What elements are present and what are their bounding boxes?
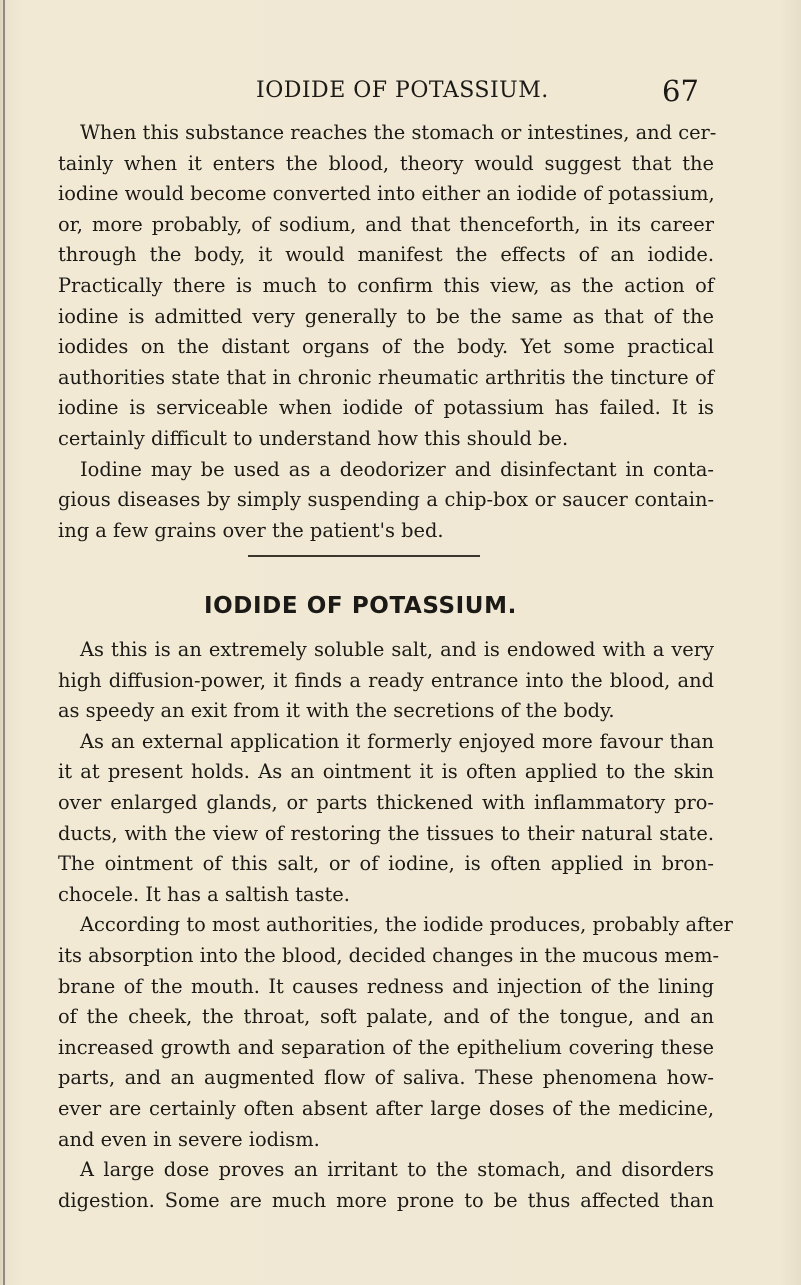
text-line: ducts, with the view of restoring the tissues to their natural state.	[58, 821, 714, 845]
paragraph	[58, 910, 733, 1155]
running-title: IODIDE OF POTASSIUM.	[256, 78, 549, 103]
text-line: tainly when it enters the blood, theory would suggest that the	[58, 151, 714, 175]
running-head	[0, 74, 801, 114]
text-line: ever are certainly often absent after large doses of the medicine,	[58, 1096, 714, 1120]
text-line: digestion. Some are much more prone to be thus affected than	[58, 1188, 714, 1212]
section-heading: IODIDE OF POTASSIUM.	[204, 593, 517, 619]
text-line: authorities state that in chronic rheumatic arthritis the tincture of	[58, 365, 714, 389]
text-line: over enlarged glands, or parts thickened with inflammatory pro-	[58, 790, 714, 814]
text-line: of the cheek, the throat, soft palate, and of the tongue, and an	[58, 1005, 714, 1029]
text-line: iodine would become converted into either an iodide of potassium,	[58, 182, 715, 206]
paragraph	[58, 635, 714, 727]
section-divider-rule	[248, 555, 480, 557]
paragraph	[58, 727, 714, 911]
text-line: and even in severe iodism.	[58, 1127, 320, 1151]
text-line: Iodine may be used as a deodorizer and disinfectant in conta-	[80, 457, 714, 481]
text-line: According to most authorities, the iodide produces, probably after	[80, 913, 733, 937]
text-line: gious diseases by simply suspending a chip-box or saucer contain-	[58, 488, 714, 512]
text-line: As an external application it formerly enjoyed more favour than	[80, 729, 714, 753]
text-line: increased growth and separation of the epithelium covering these	[58, 1035, 714, 1059]
text-line: it at present holds. As an ointment it is often applied to the skin	[58, 760, 714, 784]
text-line: brane of the mouth. It causes redness and injection of the lining	[58, 974, 714, 998]
text-line: iodine is admitted very generally to be the same as that of the	[58, 304, 714, 328]
page-number: 67	[662, 74, 699, 108]
text-line: its absorption into the blood, decided changes in the mucous mem-	[58, 943, 720, 967]
text-line: parts, and an augmented flow of saliva. These phenomena how-	[58, 1066, 714, 1090]
text-line: chocele. It has a saltish taste.	[58, 882, 350, 906]
text-line: ing a few grains over the patient's bed.	[58, 518, 444, 542]
text-line: as speedy an exit from it with the secretions of the body.	[58, 699, 615, 723]
text-line: Practically there is much to confirm this view, as the action of	[58, 273, 714, 297]
text-line: through the body, it would manifest the effects of an iodide.	[58, 243, 714, 267]
text-line: When this substance reaches the stomach or intestines, and cer-	[80, 121, 717, 144]
text-line: certainly difficult to understand how this should be.	[58, 426, 569, 450]
text-after-section	[58, 635, 733, 1216]
text-line: iodine is serviceable when iodide of potassium has failed. It is	[58, 396, 714, 420]
paragraph	[58, 118, 717, 455]
text-line: The ointment of this salt, or of iodine, is often applied in bron-	[58, 852, 714, 876]
text-line: A large dose proves an irritant to the stomach, and disorders	[80, 1158, 714, 1182]
text-line: iodides on the distant organs of the body. Yet some practical	[58, 335, 714, 359]
text-line: or, more probably, of sodium, and that thenceforth, in its career	[58, 212, 714, 236]
paragraph	[58, 455, 714, 547]
text-line: high diffusion-power, it finds a ready entrance into the blood, and	[58, 668, 714, 692]
text-line: As this is an extremely soluble salt, and is endowed with a very	[80, 638, 714, 661]
text-before-section	[58, 118, 717, 546]
binding-edge	[3, 0, 5, 1285]
paragraph	[58, 1155, 714, 1216]
